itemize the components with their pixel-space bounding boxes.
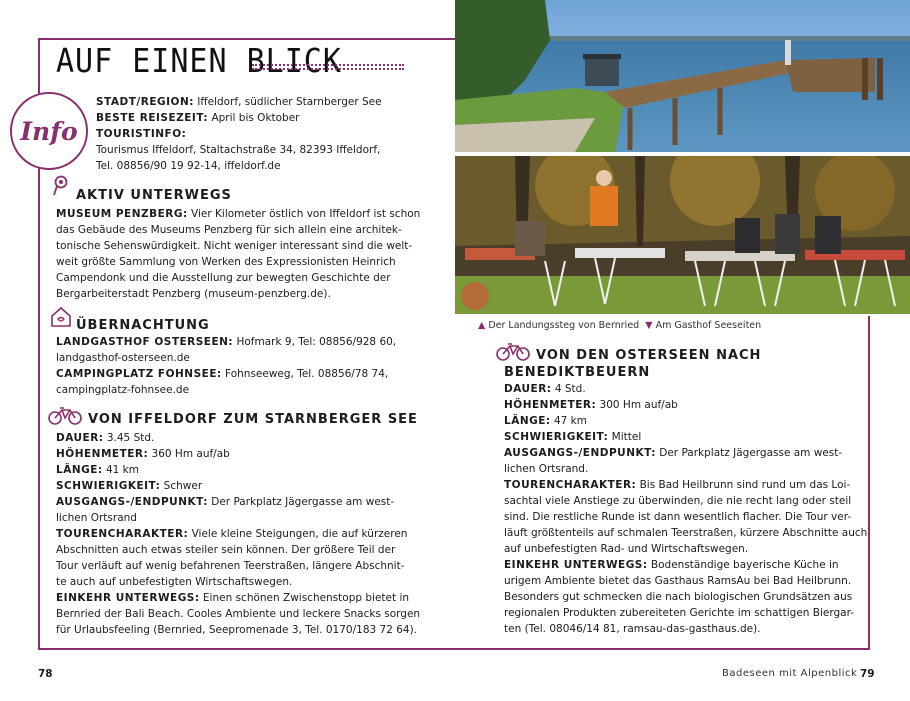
laenge-label: LÄNGE: [56, 464, 103, 476]
ausgang-label: AUSGANGS-/ENDPUNKT: [56, 496, 208, 508]
dauer-label: DAUER: [504, 383, 552, 395]
hoehe-label: HÖHENMETER: [56, 448, 149, 460]
bicycle-icon [496, 342, 530, 362]
text-line: weit größte Sammlung von Werken des Expressionisten Heinrich [56, 256, 396, 268]
einkehr-label: EINKEHR UNTERWEGS: [56, 592, 200, 604]
hoehe-label: HÖHENMETER: [504, 399, 597, 411]
right-frame-horizontal [455, 648, 870, 650]
camping-value: Fohnseeweg, Tel. 08856/78 74, [221, 368, 389, 380]
text-line: das Gebäude des Museums Penzberg für sich allein eine architek- [56, 224, 402, 236]
laenge-value: 47 km [550, 415, 587, 427]
charakter-label: TOURENCHARAKTER: [504, 479, 637, 491]
charakter-value: Viele kleine Steigungen, die auf kürzeren [188, 528, 408, 540]
camping-label: CAMPINGPLATZ FOHNSEE: [56, 368, 222, 380]
ausgang-value: Der Parkplatz Jägergasse am west- [655, 447, 843, 459]
text-line: lichen Ortsrand. [504, 463, 589, 475]
text-line: te auch auf unbefestigten Wirtschaftswegen. [56, 576, 293, 588]
text-line: Besonders gut schmecken die nach biologischen Grundsätzen aus [504, 591, 853, 603]
touristinfo-line: Tourismus Iffeldorf, Staltachstraße 34, 82393 Iffeldorf, [96, 144, 381, 156]
title-dotted-rule [252, 64, 404, 70]
triangle-up-icon: ▲ [478, 320, 486, 331]
dauer-value: 4 Std. [551, 383, 586, 395]
uebernachtung-text [56, 334, 396, 398]
text-line: tonische Sehenswürdigkeit. Nicht weniger interessant sind die welt- [56, 240, 413, 252]
ausgang-label: AUSGANGS-/ENDPUNKT: [504, 447, 656, 459]
text-line: Vier Kilometer östlich von Iffeldorf ist schon [187, 208, 421, 220]
uebernachtung-heading: ÜBERNACHTUNG [76, 318, 210, 333]
ausgang-value: Der Parkplatz Jägergasse am west- [207, 496, 395, 508]
schwierig-value: Schwer [160, 480, 203, 492]
text-line: ten (Tel. 08046/14 81, ramsau-das-gasthaus.de). [504, 623, 761, 635]
text-line: Abschnitten auch etwas steiler sein können. Der größere Teil der [56, 544, 396, 556]
bicycle-icon [48, 406, 82, 426]
einkehr-value: Bodenständige bayerische Küche in [647, 559, 839, 571]
region-value: Iffeldorf, südlicher Starnberger See [193, 96, 382, 108]
photo-caption [478, 320, 761, 331]
camping-url: campingplatz-fohnsee.de [56, 384, 190, 396]
laenge-label: LÄNGE: [504, 415, 551, 427]
triangle-down-icon: ▼ [645, 320, 653, 331]
text-line: sachtal viele Anstiege zu überwinden, die nie recht lang oder steil [504, 495, 852, 507]
tour2-text [504, 381, 867, 637]
tour1-text [56, 430, 420, 638]
dauer-value: 3.45 Std. [103, 432, 155, 444]
einkehr-value: Einen schönen Zwischenstopp bietet in [199, 592, 410, 604]
text-line: Bernried der Bali Beach. Cooles Ambiente und leckere Snacks sorgen [56, 608, 421, 620]
text-line: für Urlaubsfeeling (Bernried, Seepromenade 3, Tel. 0170/183 72 64). [56, 624, 418, 636]
photo-beer-garden [455, 156, 910, 314]
info-block [96, 94, 382, 174]
schwierig-label: SCHWIERIGKEIT: [56, 480, 161, 492]
caption-bottom: Am Gasthof Seeseiten [652, 320, 762, 331]
text-line: läuft größtenteils auf schmalen Teerstraßen, kürzere Abschnitte auch [504, 527, 868, 539]
schwierig-label: SCHWIERIGKEIT: [504, 431, 609, 443]
aktiv-heading: AKTIV UNTERWEGS [76, 188, 232, 203]
season-label: BESTE REISEZEIT: [96, 112, 209, 124]
text-line: Tour verläuft auf wenig befahrenen Teerstraßen, längere Abschnit- [56, 560, 405, 572]
page-number-left: 78 [38, 668, 53, 680]
einkehr-label: EINKEHR UNTERWEGS: [504, 559, 648, 571]
lodging-url: landgasthof-osterseen.de [56, 352, 190, 364]
touristinfo-label: TOURISTINFO: [96, 128, 187, 140]
museum-label: MUSEUM PENZBERG: [56, 208, 188, 220]
house-icon [50, 306, 72, 328]
tour1-heading: VON IFFELDORF ZUM STARNBERGER SEE [88, 412, 418, 427]
map-pin-icon [52, 174, 70, 198]
schwierig-value: Mittel [608, 431, 642, 443]
lodging-label: LANDGASTHOF OSTERSEEN: [56, 336, 234, 348]
page-number-right: 79 [860, 668, 875, 680]
season-value: April bis Oktober [208, 112, 300, 124]
text-line: Campendonk und die Ausstellung zur bewegten Geschichte der [56, 272, 391, 284]
text-line: urigem Ambiente bietet das Gasthaus RamsAu bei Bad Heilbrunn. [504, 575, 852, 587]
text-line: Bergarbeiterstadt Penzberg (museum-penzberg.de). [56, 288, 331, 300]
charakter-value: Bis Bad Heilbrunn sind rund um das Loi- [636, 479, 851, 491]
text-line: auf unbefestigten Rad- und Wirtschaftswegen. [504, 543, 749, 555]
dauer-label: DAUER: [56, 432, 104, 444]
right-frame-vertical [868, 316, 870, 650]
caption-top: Der Landungssteg von Bernried [485, 320, 640, 331]
hoehe-value: 360 Hm auf/ab [148, 448, 230, 460]
region-label: STADT/REGION: [96, 96, 194, 108]
laenge-value: 41 km [102, 464, 139, 476]
lodging-value: Hofmark 9, Tel: 08856/928 60, [233, 336, 397, 348]
info-badge [10, 92, 88, 170]
tour2-heading-line2: BENEDIKTBEUERN [504, 365, 651, 380]
photo-landing-stage [455, 0, 910, 152]
charakter-label: TOURENCHARAKTER: [56, 528, 189, 540]
text-line: sind. Die restliche Runde ist dann wesentlich flacher. Die Tour ver- [504, 511, 852, 523]
aktiv-text [56, 206, 420, 302]
running-title: Badeseen mit Alpenblick [722, 668, 858, 679]
text-line: lichen Ortsrand [56, 512, 137, 524]
info-badge-label: Info [20, 116, 78, 146]
hoehe-value: 300 Hm auf/ab [596, 399, 678, 411]
touristinfo-line: Tel. 08856/90 19 92-14, iffeldorf.de [96, 160, 281, 172]
tour2-heading-line1: VON DEN OSTERSEEN NACH [536, 348, 762, 363]
page-title: AUF EINEN BLICK [56, 42, 342, 81]
text-line: regionalen Produkten zubereiteten Gerichte im schattigen Biergar- [504, 607, 855, 619]
